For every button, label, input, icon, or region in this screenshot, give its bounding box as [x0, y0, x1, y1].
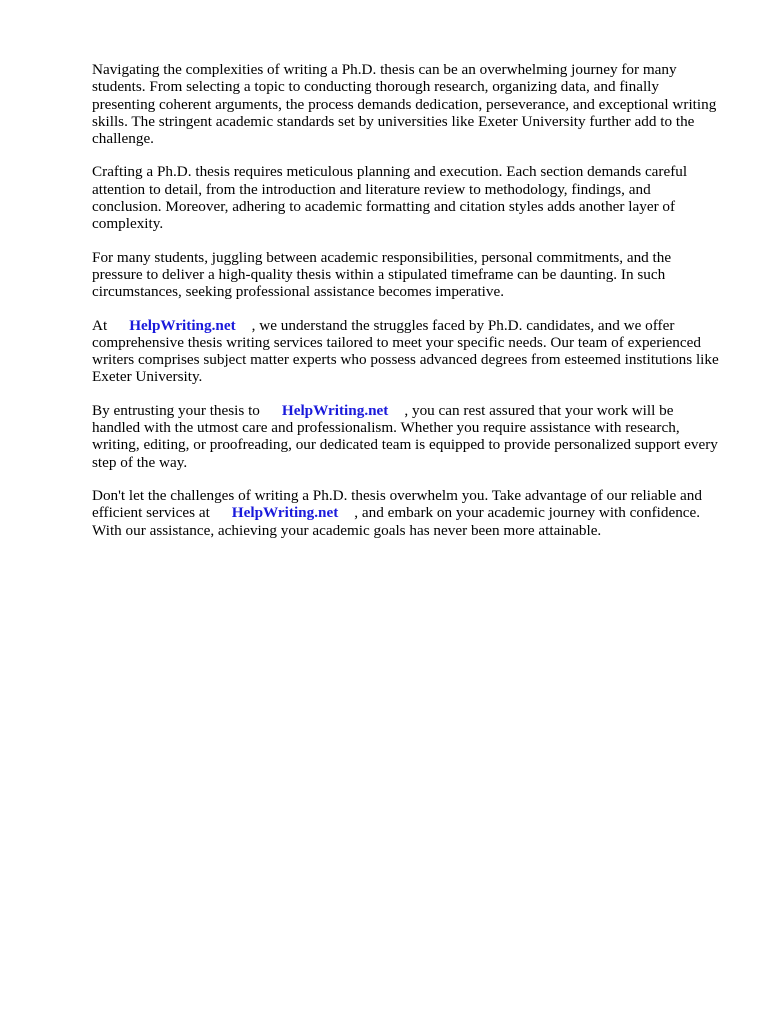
paragraph-closing-trail-text: , and embark on your academic journey with confidence. With our assistance, achieving your academic goals has never been more attainable. — [92, 504, 701, 539]
helpwriting-link-1[interactable]: HelpWriting.net — [129, 316, 236, 334]
paragraph-entrusting-trail-text: , you can rest assured that your work will be handled with the utmost care and professionalism. Whether you require assistance with research, writing, editing, or proofreading, our dedicated team is equipped to provide personalized support every step of the way. — [92, 401, 718, 471]
paragraph-entrusting-lead-text: By entrusting your thesis to — [92, 401, 260, 419]
document-body — [92, 61, 722, 555]
paragraph-crafting-text: Crafting a Ph.D. thesis requires meticulous planning and execution. Each section demands careful attention to detail, from the introduction and literature review to methodology, findings, and conclusion. Moreover, adhering to academic formatting and citation styles adds another layer of complexity. — [92, 163, 688, 233]
paragraph-at-trail-text: , we understand the struggles faced by Ph.D. candidates, and we offer comprehensive thesis writing services tailored to meet your specific needs. Our team of experienced writers comprises subject matter experts who possess advanced degrees from esteemed institutions like Exeter University. — [92, 316, 719, 386]
paragraph-entrusting — [92, 402, 722, 471]
helpwriting-link-2[interactable]: HelpWriting.net — [281, 401, 389, 419]
helpwriting-link-3[interactable]: HelpWriting.net — [231, 504, 339, 522]
paragraph-closing — [92, 487, 722, 539]
paragraph-at-helpwriting — [92, 317, 722, 386]
paragraph-crafting — [92, 163, 722, 232]
paragraph-intro — [92, 61, 722, 147]
paragraph-students — [92, 249, 722, 301]
paragraph-at-lead-text: At — [92, 316, 108, 334]
paragraph-intro-text: Navigating the complexities of writing a Ph.D. thesis can be an overwhelming journey for many students. From selecting a topic to conducting thorough research, organizing data, and finally presenting coherent arguments, the process demands dedication, perseverance, and exceptional writing skills. The stringent academic standards set by universities like Exeter University further add to the challenge. — [92, 61, 717, 148]
paragraph-closing-lead-text: Don't let the challenges of writing a Ph.D. thesis overwhelm you. Take advantage of our reliable and efficient services at — [92, 486, 702, 522]
paragraph-students-text: For many students, juggling between academic responsibilities, personal commitments, and the pressure to deliver a high-quality thesis within a stipulated timeframe can be daunting. In such circumstances, seeking professional assistance becomes imperative. — [92, 248, 672, 301]
